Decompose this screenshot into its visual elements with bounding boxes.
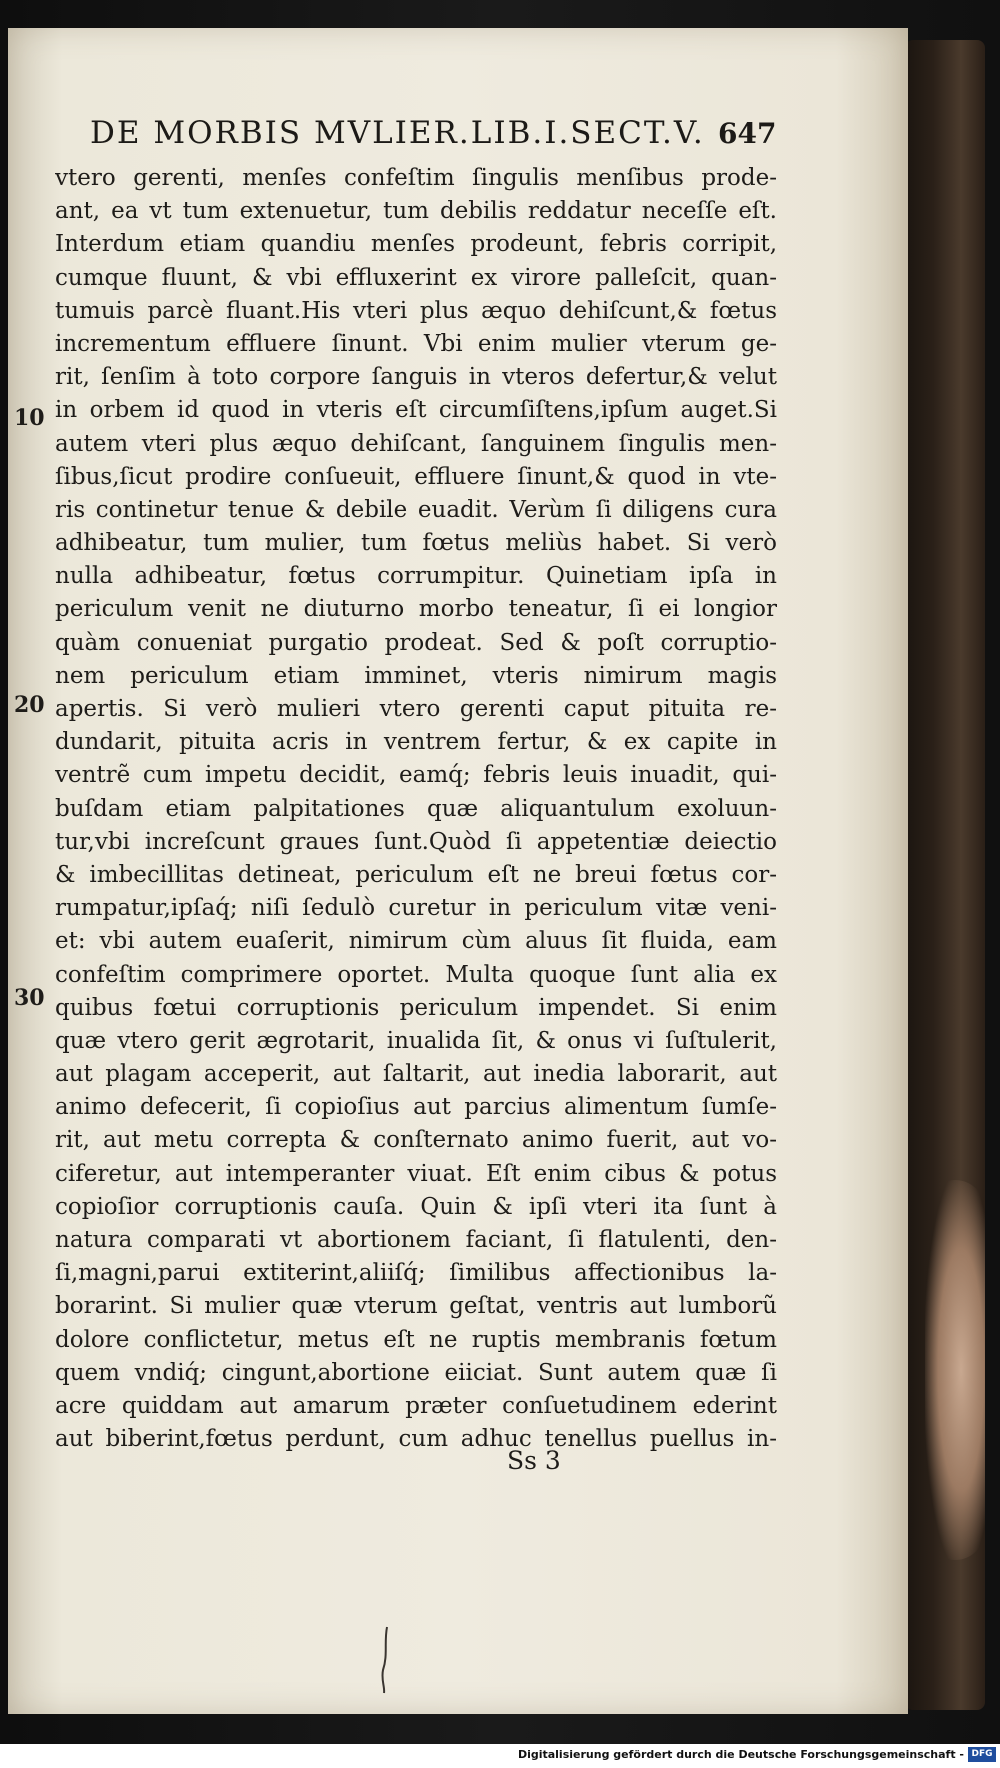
text-line: ciferetur, aut intemperanter viuat. Eſt enim cibus & potus	[55, 1160, 777, 1187]
pen-stroke-mark	[375, 1625, 395, 1695]
text-line: aut plagam acceperit, aut ſaltarit, aut inedia laborarit, aut	[55, 1061, 777, 1088]
text-line: tumuis parcè fluant.His vteri plus æquo dehiſcunt,& fœtus	[55, 297, 777, 324]
text-line: & imbecillitas detineat, periculum eſt ne breui fœtus cor-	[55, 861, 777, 888]
text-line: vtero gerenti, menſes confeſtim ſingulis menſibus prode-	[55, 165, 777, 191]
text-line: dolore conflictetur, metus eſt ne ruptis membranis fœtum	[55, 1326, 777, 1353]
text-line: autem vteri plus æquo dehiſcant, ſanguinem ſingulis men-	[55, 430, 777, 457]
text-line: periculum venit ne diuturno morbo teneatur, ſi ei longior	[55, 596, 777, 623]
text-line: acre quiddam aut amarum præter conſuetudinem ederint	[55, 1392, 777, 1419]
text-line: quem vndiq́; cingunt,abortione eiiciat. Sunt autem quæ ſi	[55, 1359, 777, 1386]
text-line: borarint. Si mulier quæ vterum geſtat, ventris aut lumborũ	[55, 1293, 777, 1320]
text-line: ris continetur tenue & debile euadit. Verùm ſi diligens cura	[55, 496, 777, 523]
text-line: apertis. Si verò mulieri vtero gerenti caput pituita re-	[55, 696, 777, 722]
text-line: quibus fœtui corruptionis periculum impendet. Si enim	[55, 994, 777, 1021]
text-line: quàm conueniat purgatio prodeat. Sed & poſt corruptio-	[55, 629, 777, 656]
text-line: natura comparati vt abortionem faciant, ſi flatulenti, den-	[55, 1227, 777, 1253]
text-line: nem periculum etiam imminet, vteris nimirum magis	[55, 662, 777, 689]
text-line: ventrẽ cum impetu decidit, eamq́; febris leuis inuadit, qui-	[55, 762, 777, 789]
running-head: DE MORBIS MVLIER.LIB.I.SECT.V.	[90, 115, 705, 151]
text-line: animo defecerit, ſi copioſius aut parcius alimentum ſumſe-	[55, 1094, 777, 1121]
signature-mark: Ss 3	[507, 1446, 561, 1475]
text-line: in orbem id quod in vteris eſt circumſiſtens,ipſum auget.Si	[55, 397, 777, 424]
dfg-logo: DFG	[968, 1747, 996, 1762]
text-line: rumpatur,ipſaq́; niſi ſedulò curetur in periculum vitæ veni-	[55, 895, 777, 922]
text-line: rit, aut metu correpta & conſternato animo fuerit, aut vo-	[55, 1127, 777, 1154]
text-line: et: vbi autem euaſerit, nimirum cùm aluus ſit fluida, eam	[55, 928, 777, 955]
line-number-30: 30	[14, 985, 45, 1011]
text-line: quæ vtero gerit ægrotarit, inualida ſit, & onus vi ſuſtulerit,	[55, 1027, 777, 1054]
text-line: buſdam etiam palpitationes quæ aliquantulum exoluun-	[55, 795, 777, 822]
text-line: tur,vbi increſcunt graues ſunt.Quòd ſi appetentiæ deiectio	[55, 828, 777, 855]
text-line: adhibeatur, tum mulier, tum fœtus meliùs habet. Si verò	[55, 530, 777, 557]
text-line: nulla adhibeatur, fœtus corrumpitur. Quinetiam ipſa in	[55, 563, 777, 590]
text-line: ant, ea vt tum extenuetur, tum debilis reddatur neceſſe eſt.	[55, 198, 777, 225]
text-line: dundarit, pituita acris in ventrem fertur, & ex capite in	[55, 729, 777, 756]
text-line: incrementum effluere ſinunt. Vbi enim mulier vterum ge-	[55, 330, 777, 357]
body-text	[55, 162, 777, 1456]
text-line: cumque fluunt, & vbi effluxerint ex virore palleſcit, quan-	[55, 264, 777, 291]
line-number-20: 20	[14, 692, 45, 718]
text-line: rit, ſenſim à toto corpore ſanguis in vteros defertur,& velut	[55, 364, 777, 391]
line-number-10: 10	[14, 405, 45, 431]
text-line: ſi,magni,parui extiterint,aliiſq́; ſimilibus affectionibus la-	[55, 1260, 777, 1287]
holding-thumb	[925, 1180, 985, 1560]
text-line: Interdum etiam quandiu menſes prodeunt, febris corripit,	[55, 231, 777, 258]
digitization-credit: Digitalisierung gefördert durch die Deutsche Forschungsgemeinschaft -	[517, 1748, 964, 1761]
text-line: confeſtim comprimere oportet. Multa quoque ſunt alia ex	[55, 961, 777, 988]
text-line: copioſior corruptionis cauſa. Quin & ipſi vteri ita ſunt à	[55, 1193, 777, 1220]
text-line: aut biberint,fœtus perdunt, cum adhuc tenellus puellus in-	[55, 1426, 777, 1453]
page-number: 647	[718, 117, 777, 150]
text-line: ſibus,ſicut prodire conſueuit, effluere ſinunt,& quod in vte-	[55, 463, 777, 490]
